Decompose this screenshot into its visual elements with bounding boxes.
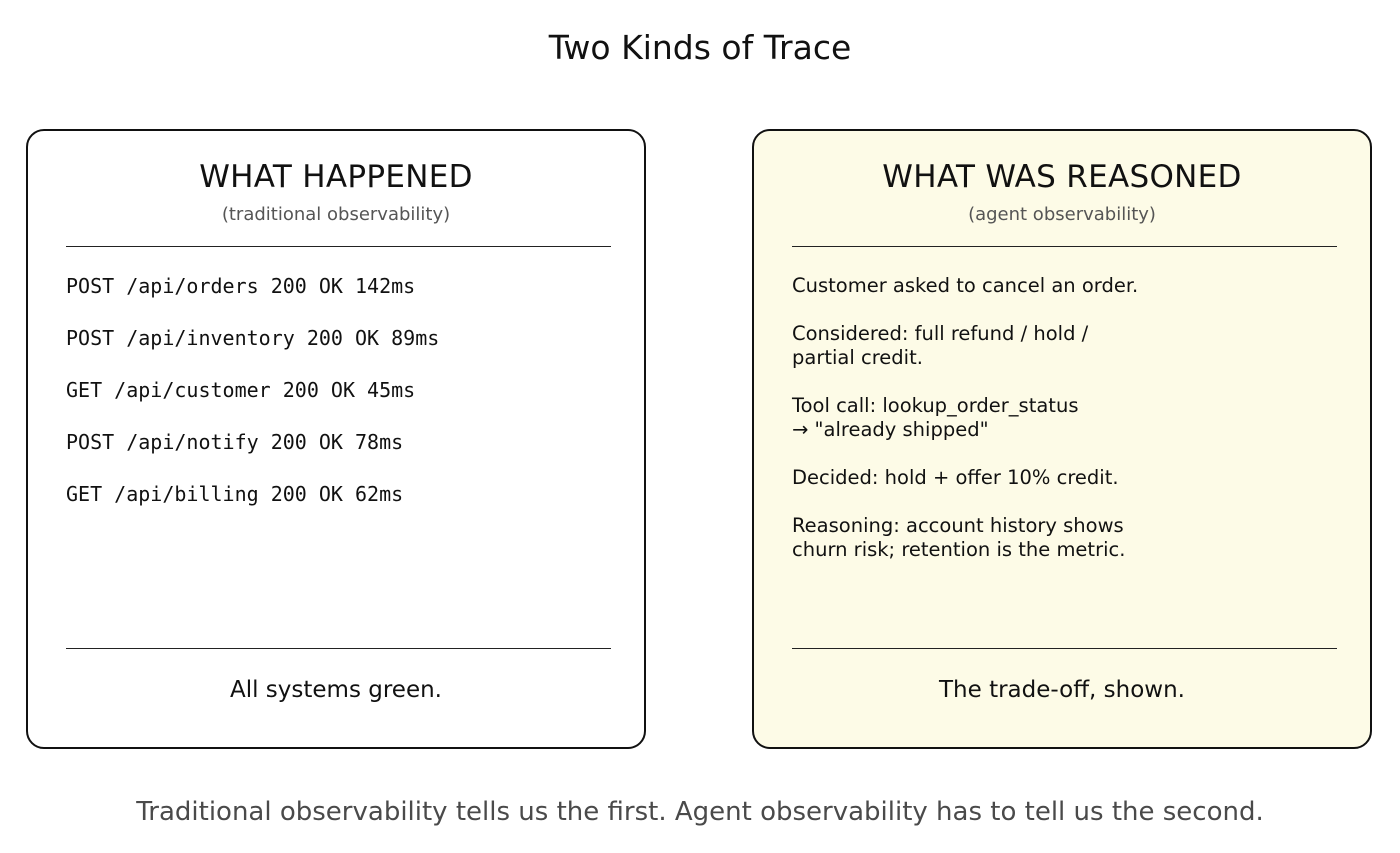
what-happened-heading: WHAT HAPPENED bbox=[199, 159, 473, 195]
reasoning-entry bbox=[792, 274, 1138, 298]
what-was-reasoned-footer: The trade-off, shown. bbox=[938, 677, 1185, 703]
reasoning-line: Tool call: lookup_order_status bbox=[792, 394, 1079, 417]
what-happened-panel bbox=[26, 129, 646, 749]
what-happened-footer: All systems green. bbox=[229, 677, 442, 703]
reasoning-line: partial credit. bbox=[792, 346, 923, 369]
caption: Traditional observability tells us the first. Agent observability has to tell us the second. bbox=[136, 797, 1264, 827]
reasoning-line: Considered: full refund / hold / bbox=[792, 322, 1089, 345]
divider bbox=[792, 246, 1337, 247]
reasoning-entry bbox=[792, 466, 1138, 490]
reasoning-entry bbox=[792, 322, 1138, 370]
what-was-reasoned-panel bbox=[752, 129, 1372, 749]
divider bbox=[66, 246, 611, 247]
reasoning-entry bbox=[792, 514, 1138, 562]
reasoning-line: churn risk; retention is the metric. bbox=[792, 538, 1126, 561]
what-was-reasoned-heading: WHAT WAS REASONED bbox=[882, 159, 1242, 195]
log-entry: POST /api/notify 200 OK 78ms bbox=[66, 430, 404, 454]
reasoning-line: Customer asked to cancel an order. bbox=[792, 274, 1139, 297]
diagram-title: Two Kinds of Trace bbox=[548, 28, 852, 67]
reasoning-line: → "already shipped" bbox=[792, 418, 989, 441]
reasoning-line: Reasoning: account history shows bbox=[792, 514, 1124, 537]
what-happened-subheading: (traditional observability) bbox=[221, 204, 451, 225]
log-entry: POST /api/inventory 200 OK 89ms bbox=[66, 326, 440, 350]
divider bbox=[66, 648, 611, 649]
log-entry: GET /api/customer 200 OK 45ms bbox=[66, 378, 416, 402]
log-entry: POST /api/orders 200 OK 142ms bbox=[66, 274, 416, 298]
reasoning-list bbox=[792, 274, 1138, 586]
reasoning-entry bbox=[792, 394, 1138, 442]
request-log-list bbox=[66, 274, 439, 534]
reasoning-line: Decided: hold + offer 10% credit. bbox=[792, 466, 1119, 489]
divider bbox=[792, 648, 1337, 649]
what-was-reasoned-subheading: (agent observability) bbox=[968, 204, 1156, 225]
log-entry: GET /api/billing 200 OK 62ms bbox=[66, 482, 404, 506]
